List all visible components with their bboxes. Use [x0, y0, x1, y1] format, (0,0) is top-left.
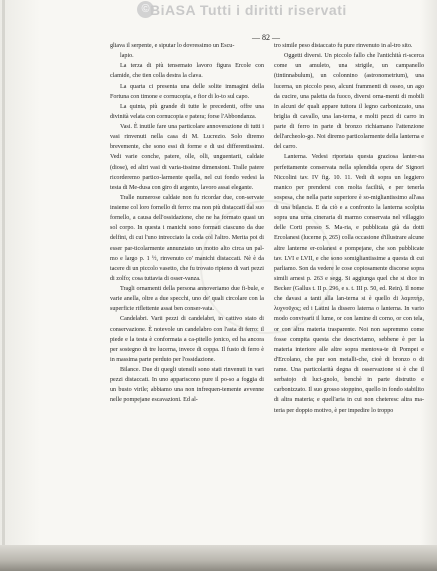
right-text-column	[274, 41, 424, 416]
paragraph: La terza di più tensemato lavoro figura Ercole con clamide, che tien colla destra la clava.	[110, 63, 264, 80]
page-bottom-edge	[0, 545, 437, 571]
paragraph: La quarta ci presenta una delle solite immagini della Fortuna con timone e cornucopia, e fior di lo-to sul capo.	[110, 83, 264, 100]
watermark-logo: ©	[137, 1, 154, 18]
paragraph: La quinta, più grande di tutte le precedenti, offre una divinità velata con cornucopia e patera; forse l'Abbondanza.	[110, 103, 264, 120]
paragraph: Tralle numerose caldaie non fu ricordar due, con-servate insieme col loro fornello di ferro: ma non più distaccati dal suo fornello, a causa dell'ossidazione, che ne ha formato quasi un sol corpo. In questa i manichi sono formati ciascuno da due delfini, di cui l'uno intrecciato la coda col l'altro. Merita poi di esser par-ticolarmente annunziato un motto alto circa un pal-mo e largo p. 1 ½, rinvenuto co' manichi distaccati. Nè è da tacere di un piccolo vasetto, che fu trovato ripieno di vari pezzi di zolfo; cosa tuttavia di osser-vanza.	[110, 194, 264, 282]
paragraph: tro simile peso distaccato fu pure rinvenuto in al-tro sito.	[274, 43, 413, 49]
paragraph: lapio.	[120, 53, 134, 60]
paragraph: Tragli ornamenti della persona annoveriamo due fi-bule, e varie anella, oltre a due specchi, uno de' quali circolare con la superficie riflettente assai ben conser-vata.	[110, 286, 264, 313]
paragraph: Candelabri. Varii pezzi di candelabri, in cattivo stato di conservazione. È notevole un candelabro con l'asta di ferro: il piede e la testa è conformata a ca-pitello jonico, ed ha ancora per sostegno di tre lucerna, invece di coppa. Il fusto di ferro è in massima parte perduto per l'ossidazione.	[110, 316, 264, 363]
paragraph: Bilance. Due di quegli utensili sono stati rinvenuti in vari pezzi distaccati. In uno appariscono pure il po-so a foggia di un busto virile; abbiamo una non infrequen-temente avvenne nelle pompejane escavazioni. Ed al-	[110, 367, 264, 404]
page-spine-shadow	[2, 0, 5, 571]
left-text-column	[110, 41, 264, 406]
page-number: — 82 —	[252, 33, 280, 42]
paragraph: Lanterna. Vedesi riportata questa graziosa lanter-na perfettamente conservata nella splendida opera de' Signori Niccolini tav. IV fig. 10. 11. Vedi di sopra un leggiero manico per prendersi con molta facilità, e per tenerla sospesa, che nella parte superiore è so-migliantissimo all'asa di una bilancia. E da ciò e a confronto la lanterna scolpita sopra una urna cineraria di marmo conservata nel villaggio delle Corti presso S. Ma-ria, e pubblicata già da dotti Ercolanesi (lucerne p. 265) colla occasione d'illustrare alcune altre lanterne er-colanesi e pompejane, che son pubblicate tav. LVI e LVII, e che sono somigliantissime a questa di cui parliamo. Son da vedere le cose copiosamente discorse sopra simili arnesi p. 263 e segg. Si aggiunga quel che si dice in Becker (Gallus t. II p. 296, e s. t. III p. 50, ed. Rein). Il nome che davasi a tanti alla lan-terna si è quello di λαμπτήρ, λυχνοῦχος; ed i Latini la dissero laterna o lanterna. In vario modo convivarii il lume, or con lamine di corno, or con tela, or con altra materia trasparente. Noi non sapremmo come fosse compita questa che descriviamo, sebbene è per la materia interiore alle altre sopra mentova-te di Pompei e d'Ercolano, che pur son metalli-che, cioè di bronzo o di rame. Una particolarità degna di osservazione si è che il serbatojo di luci-gnolo, benchè in parte distrutto e carbonizzato. Il suo grosso stoppino, quello in fondo stabilito di altra materia; e quell'aria in cui non cheteresc altra ma-teria per doppio motivo, è per impedire lo troppo	[274, 154, 424, 414]
watermark-text: BiASA Tutti i diritti riservati	[150, 2, 347, 18]
paragraph: Oggetti diversi. Un piccolo fallo che l'antichità ri-scerca come un amuleto, una strigile, un campanello (tintinnabulum), un colonnino (astronometrium), una lucerna, un piccolo peso, alcuni frammenti di osseo, un ago da cucire, una paletta da fuoco, diversi orna-menti di mobili in alcuni de' quali appare tuttora il legno carbonizzato, una briglia di cavallo, una lan-terna, e molti pezzi di carro in parte di ferro in parte di bronzo richiamano l'attenzione dell'archeolo-go. Noi diremo particolarmente della lanterna e del carro.	[274, 53, 424, 151]
paragraph: Vasi. È inutile fare una particolare annoverazione di tutti i vasi rinvenuti nella casa di M. Lucrezio. Solo diremo brevemente, che sono essi di forme e di usi differentissimi. Vedi varie conche, patere, olle, olli, unguentarii, caldaie (diose), ed altri vasi di varia-tissime dimensioni. Tralle patere ricorderemo partico-larmente quella, nel cui fondo vedesi la testa di Me-dusa con giro di argento, lavoro assai elegante.	[110, 124, 264, 191]
paragraph: gliava il serpente, e siputar lo dovressimo un Escu-	[110, 43, 235, 49]
